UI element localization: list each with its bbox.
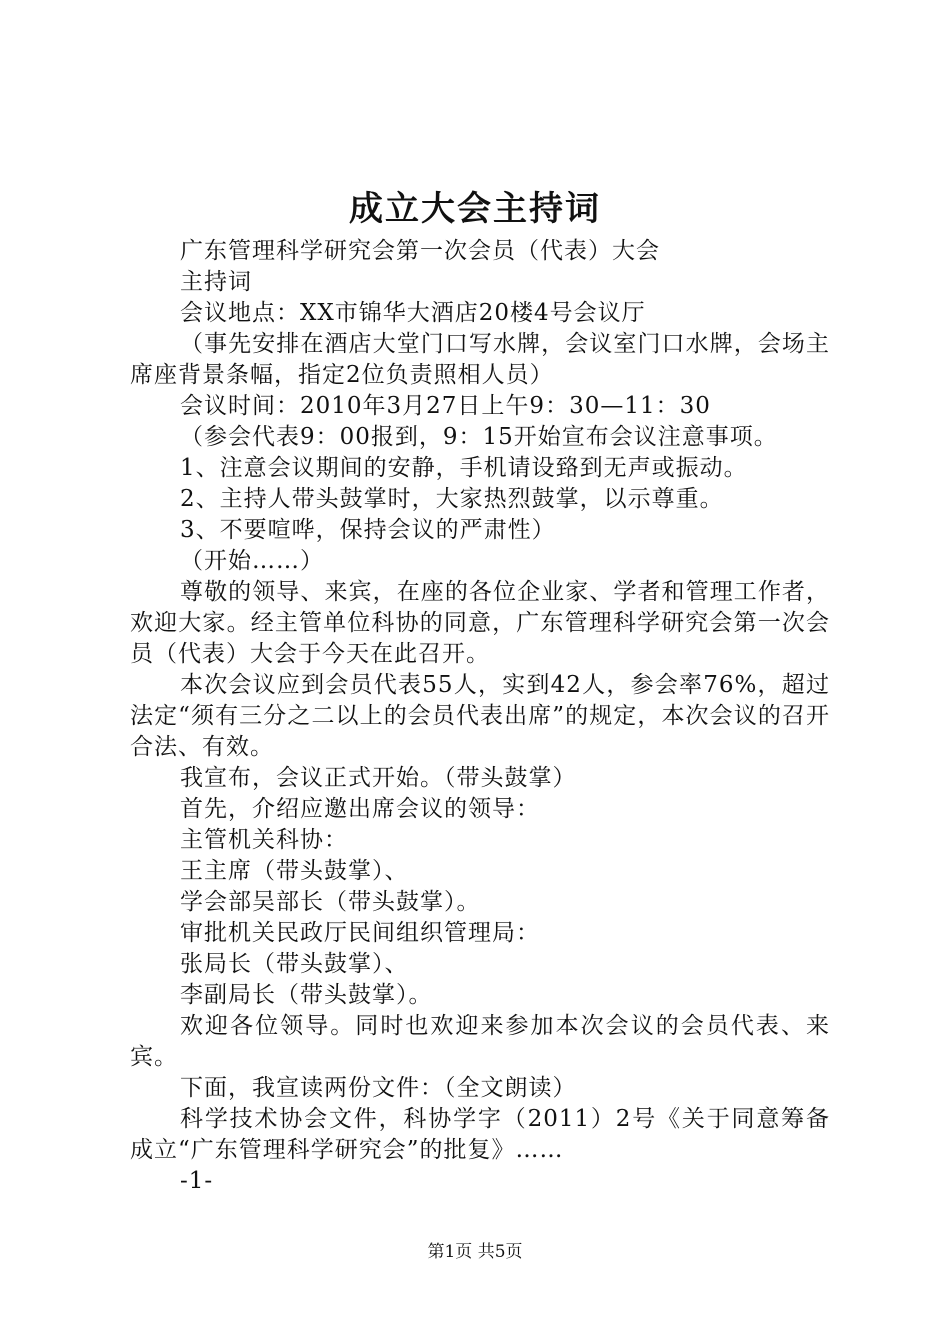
paragraph-announce: 我宣布，会议正式开始。（带头鼓掌） bbox=[180, 765, 577, 791]
paragraph-welcome: 尊敬的领导、来宾，在座的各位企业家、学者和管理工作者，欢迎大家。经主管单位科协的同意，广东管理科学研究会第一次会员（代表）大会于今天在此召开。 bbox=[130, 579, 830, 667]
paragraph-checkin-note: （参会代表9：00报到，9：15开始宣布会议注意事项。 bbox=[180, 424, 778, 450]
document-title: 成立大会主持词 bbox=[349, 189, 601, 229]
paragraph-rule-2: 2、主持人带头鼓掌时，大家热烈鼓掌，以示尊重。 bbox=[180, 486, 724, 512]
paragraph-script-label: 主持词 bbox=[180, 269, 252, 295]
paragraph-introduce-leaders: 首先，介绍应邀出席会议的领导： bbox=[180, 796, 540, 822]
paragraph-time: 会议时间：2010年3月27日上午9：30—11：30 bbox=[180, 393, 711, 419]
paragraph-attendance: 本次会议应到会员代表55人，实到42人，参会率76%，超过法定“须有三分之二以上的会员代表出席”的规定，本次会议的召开合法、有效。 bbox=[130, 672, 830, 760]
inner-page-number: -1- bbox=[180, 1168, 214, 1194]
paragraph-authority-2: 审批机关民政厅民间组织管理局： bbox=[180, 920, 540, 946]
paragraph-leader-zhang: 张局长（带头鼓掌）、 bbox=[180, 951, 409, 977]
paragraph-leader-wang: 王主席（带头鼓掌）、 bbox=[180, 858, 409, 884]
paragraph-meeting-name: 广东管理科学研究会第一次会员（代表）大会 bbox=[180, 238, 660, 264]
paragraph-arrangement-note: （事先安排在酒店大堂门口写水牌，会议室门口水牌，会场主席座背景条幅，指定2位负责照相人员） bbox=[130, 331, 830, 388]
document-body bbox=[130, 236, 830, 1197]
paragraph-read-documents: 下面，我宣读两份文件：（全文朗读） bbox=[180, 1075, 577, 1101]
paragraph-leader-wu: 学会部吴部长（带头鼓掌）。 bbox=[180, 889, 481, 915]
paragraph-document-reference: 科学技术协会文件，科协学字（2011）2号《关于同意筹备成立“广东管理科学研究会”的批复》…… bbox=[130, 1106, 830, 1163]
paragraph-welcome-leaders: 欢迎各位领导。同时也欢迎来参加本次会议的会员代表、来宾。 bbox=[130, 1013, 830, 1070]
paragraph-rule-1: 1、注意会议期间的安静，手机请设臵到无声或振动。 bbox=[180, 455, 748, 481]
page-footer: 第1页 共5页 bbox=[427, 1242, 523, 1262]
paragraph-start: （开始……） bbox=[180, 548, 324, 574]
paragraph-authority-1: 主管机关科协： bbox=[180, 827, 348, 853]
paragraph-leader-li: 李副局长（带头鼓掌）。 bbox=[180, 982, 433, 1008]
paragraph-location: 会议地点：XX市锦华大酒店20楼4号会议厅 bbox=[180, 300, 646, 326]
paragraph-rule-3: 3、不要喧哗，保持会议的严肃性） bbox=[180, 517, 556, 543]
